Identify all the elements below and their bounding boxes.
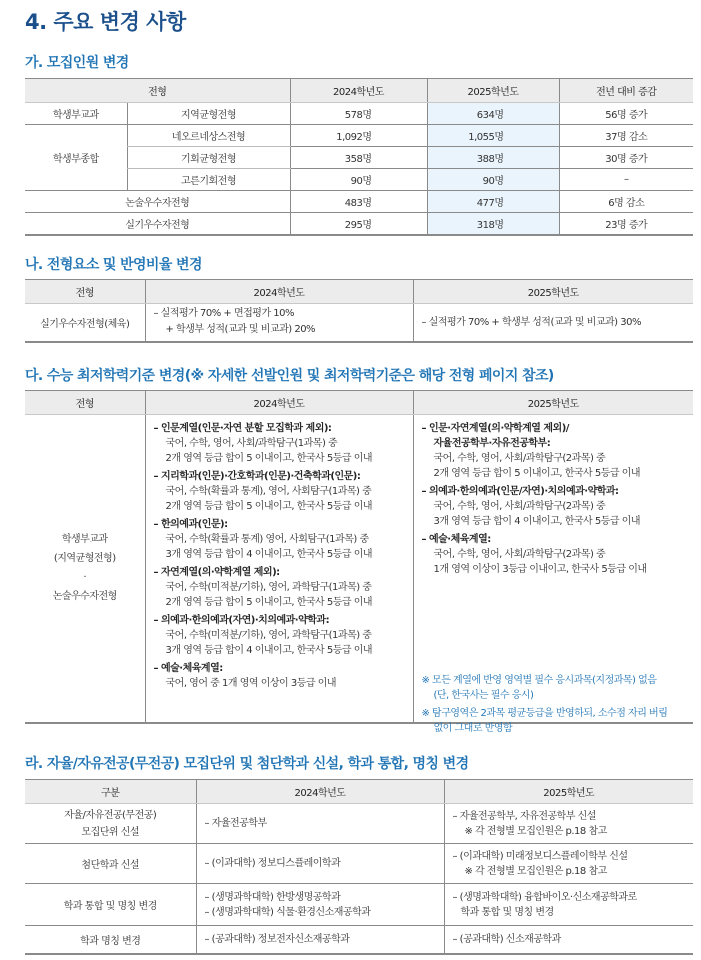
change-cell: – [559, 169, 693, 191]
type-cell: 논술우수자전형 [25, 191, 290, 213]
value-2024: – (이과대학) 정보디스플레이학과 [196, 844, 444, 884]
category-cell: 첨단학과 신설 [25, 844, 196, 884]
header-2025: 2025학년도 [444, 780, 693, 804]
table-row [25, 125, 693, 147]
header-2025: 2025학년도 [413, 280, 693, 304]
value-2024: – (공과대학) 정보전자신소재공학과 [196, 926, 444, 954]
header-2024: 2024학년도 [145, 280, 413, 304]
table-header-row [25, 280, 693, 304]
value-2024: – 실적평가 70% + 면접평가 10% + 학생부 성적(교과 및 비교과) 20% [145, 304, 413, 342]
criteria-2025 [413, 415, 693, 734]
table-row [25, 191, 693, 213]
category-cell: 자율/자유전공(무전공) 모집단위 신설 [25, 804, 196, 844]
criteria-item: – 예술·체육계열: 국어, 영어 중 1개 영역 이상이 3등급 이내 [153, 663, 337, 689]
value-2024: – 자율전공학부 [196, 804, 444, 844]
header-type: 전형 [25, 391, 145, 415]
enrollment-change-table [25, 78, 693, 236]
type-cell: 실기우수자전형(체육) [25, 304, 145, 342]
value-2025: 634명 [427, 103, 559, 125]
value-2024: 90명 [290, 169, 427, 191]
header-type: 전형 [25, 79, 290, 103]
section-a-title: 가. 모집인원 변경 [25, 55, 129, 71]
header-category: 구분 [25, 780, 196, 804]
change-cell: 23명 증가 [559, 213, 693, 235]
change-cell: 56명 증가 [559, 103, 693, 125]
criteria-2024 [145, 415, 413, 723]
type-cell: 고른기회전형 [127, 169, 290, 191]
criteria-item: – 지리학과(인문)·간호학과(인문)·건축학과(인문): 국어, 수학(확률과 통계), 영어, 사회탐구(1과목) 중 2개 영역 등급 합이 5 이내이고, 한국사 5등급 이내 [153, 471, 373, 512]
value-2025: – 실적평가 70% + 학생부 성적(교과 및 비교과) 30% [413, 304, 693, 342]
criteria-item: – 의예과·한의예과(인문/자연)·치의예과·약학과: 국어, 수학, 영어, 사회/과학탐구(2과목) 중 3개 영역 등급 합이 4 이내이고, 한국사 5등급 이내 [421, 486, 641, 527]
header-2025: 2025학년도 [427, 79, 559, 103]
criteria-item: – 의예과·한의예과(자연)·치의예과·약학과: 국어, 수학(미적분/기하), 영어, 과학탐구(1과목) 중 3개 영역 등급 합이 4 이내이고, 한국사 5등급 이내 [153, 615, 373, 656]
header-2024: 2024학년도 [196, 780, 444, 804]
value-2024: 1,092명 [290, 125, 427, 147]
value-2025: – 자율전공학부, 자유전공학부 신설 ※ 각 전형별 모집인원은 p.18 참고 [444, 804, 693, 844]
category-cell: 학과 명칭 변경 [25, 926, 196, 954]
table-header-row [25, 79, 693, 103]
table-row [25, 926, 693, 954]
criteria-item: – 인문계열(인문·자연 분할 모집학과 제외): 국어, 수학, 영어, 사회/과학탐구(1과목) 중 2개 영역 등급 합이 5 이내이고, 한국사 5등급 이내 [153, 423, 373, 464]
category-cell: 학과 통합 및 명칭 변경 [25, 884, 196, 926]
section-d-title: 라. 자율/자유전공(무전공) 모집단위 및 첨단학과 신설, 학과 통합, 명칭 변경 [25, 756, 469, 772]
group-cell: 학생부교과 [25, 103, 127, 125]
type-cell: 학생부교과 (지역균형전형) · 논술우수자전형 [25, 415, 145, 723]
type-cell: 지역균형전형 [127, 103, 290, 125]
value-2024: – (생명과학대학) 한방생명공학과 – (생명과학대학) 식물·환경신소재공학과 [196, 884, 444, 926]
change-cell: 6명 감소 [559, 191, 693, 213]
value-2024: 358명 [290, 147, 427, 169]
header-2025: 2025학년도 [413, 391, 693, 415]
type-cell: 네오르네상스전형 [127, 125, 290, 147]
table-row [25, 804, 693, 844]
header-change: 전년 대비 증감 [559, 79, 693, 103]
table-row [25, 213, 693, 235]
table-row [25, 415, 693, 723]
header-2024: 2024학년도 [290, 79, 427, 103]
change-cell: 30명 증가 [559, 147, 693, 169]
value-2024: 295명 [290, 213, 427, 235]
type-cell: 실기우수자전형 [25, 213, 290, 235]
table-header-row [25, 780, 693, 804]
change-cell: 37명 감소 [559, 125, 693, 147]
criteria-item: – 자연계열(의·약학계열 제외): 국어, 수학(미적분/기하), 영어, 과학탐구(1과목) 중 2개 영역 등급 합이 5 이내이고, 한국사 5등급 이내 [153, 567, 373, 608]
selection-ratio-table [25, 279, 693, 343]
value-2024: 483명 [290, 191, 427, 213]
table-row [25, 103, 693, 125]
header-2024: 2024학년도 [145, 391, 413, 415]
type-cell: 기회균형전형 [127, 147, 290, 169]
value-2025: 1,055명 [427, 125, 559, 147]
criteria-item: – 인문·자연계열(의·약학계열 제외)/ 자율전공학부·자유전공학부: 국어, 수학, 영어, 사회/과학탐구(2과목) 중 2개 영역 등급 합이 5 이내이고, 한국사 5등급 이내 [421, 423, 641, 479]
group-cell: 학생부종합 [25, 125, 127, 191]
value-2025: 90명 [427, 169, 559, 191]
criteria-item: – 한의예과(인문): 국어, 수학(확률과 통계) 영어, 사회탐구(1과목) 중 3개 영역 등급 합이 4 이내이고, 한국사 5등급 이내 [153, 519, 373, 560]
department-change-table [25, 779, 693, 955]
value-2025: 318명 [427, 213, 559, 235]
section-c-title: 다. 수능 최저학력기준 변경(※ 자세한 선발인원 및 최저학력기준은 해당 전형 페이지 참조) [25, 368, 554, 384]
section-b-title: 나. 전형요소 및 반영비율 변경 [25, 257, 202, 273]
table-header-row [25, 391, 693, 415]
value-2025: – (공과대학) 신소재공학과 [444, 926, 693, 954]
criteria-item: – 예술·체육계열: 국어, 수학, 영어, 사회/과학탐구(2과목) 중 1개 영역 이상이 3등급 이내이고, 한국사 5등급 이내 [421, 534, 647, 575]
value-2025: 477명 [427, 191, 559, 213]
value-2024: 578명 [290, 103, 427, 125]
value-2025: – (생명과학대학) 융합바이오·신소재공학과로 학과 통합 및 명칭 변경 [444, 884, 693, 926]
table-row [25, 304, 693, 342]
header-type: 전형 [25, 280, 145, 304]
criteria-notes: ※ 모든 계열에 반영 영역별 필수 응시과목(지정과목) 없음 (단, 한국사는 필수 응시) ※ 탐구영역은 2과목 평균등급을 반영하되, 소수점 자리 버림 없이 그대로 반영함 [421, 675, 668, 734]
table-row [25, 844, 693, 884]
min-score-table [25, 390, 693, 734]
value-2025: – (이과대학) 미래정보디스플레이학부 신설 ※ 각 전형별 모집인원은 p.18 참고 [444, 844, 693, 884]
page-title: 4. 주요 변경 사항 [25, 10, 186, 34]
value-2025: 388명 [427, 147, 559, 169]
table-row [25, 884, 693, 926]
